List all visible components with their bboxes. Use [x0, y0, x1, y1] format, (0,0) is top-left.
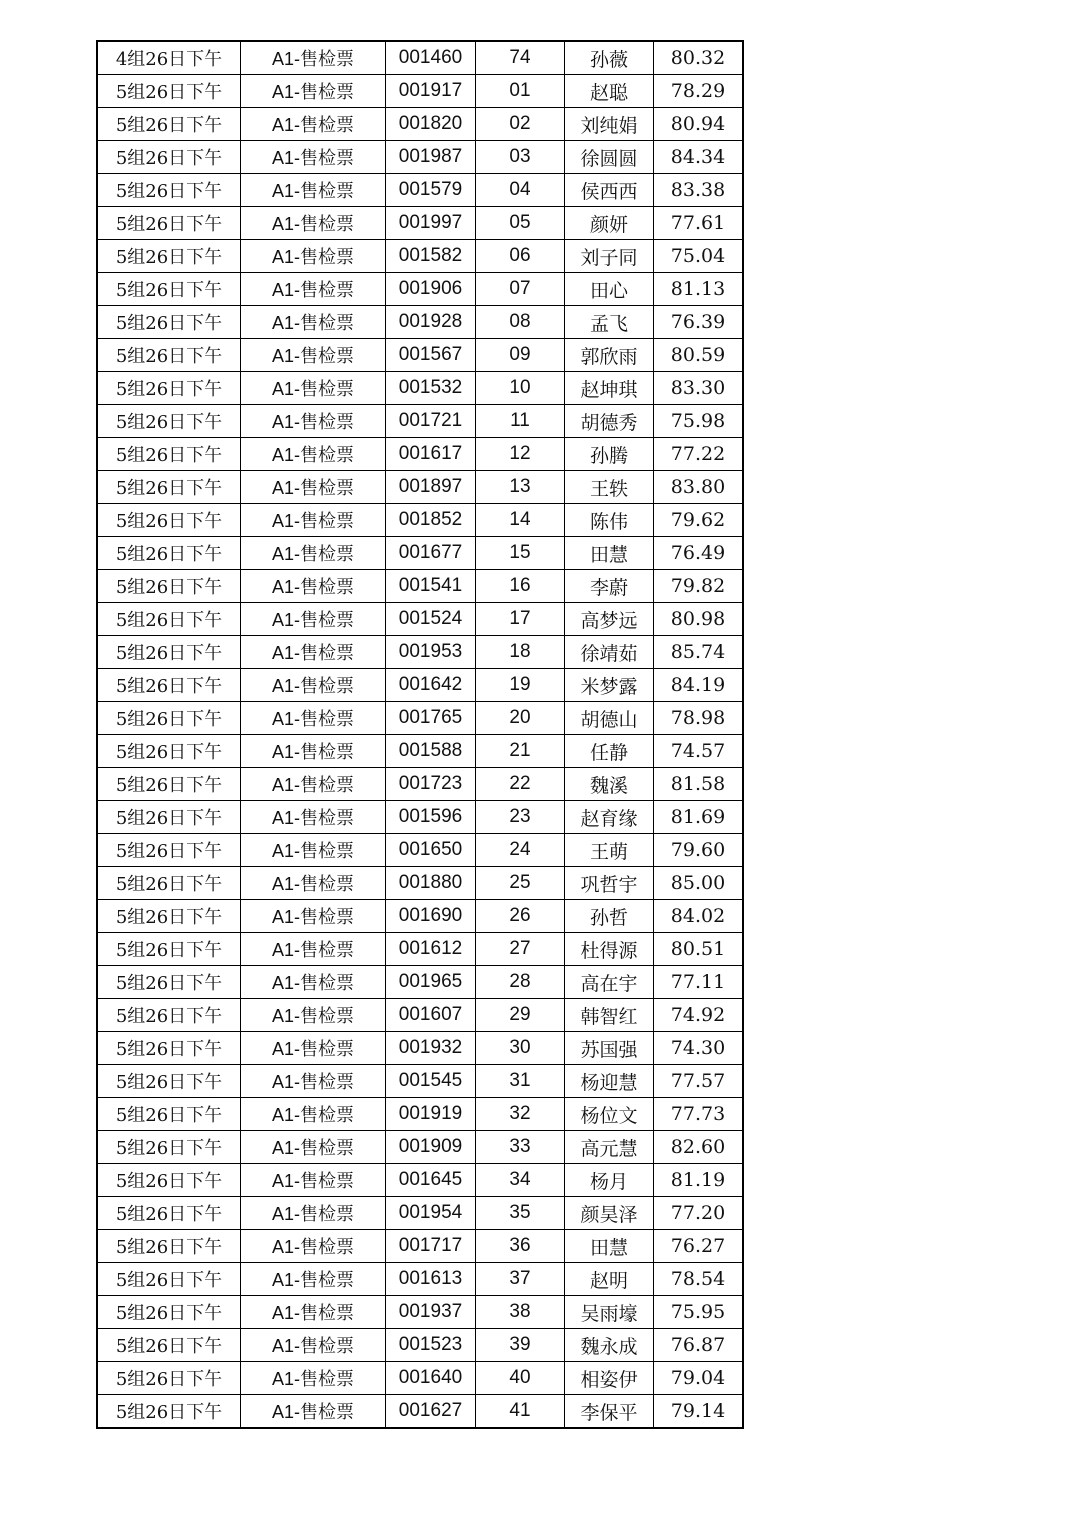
group-session-cell: 5组26日下午	[97, 537, 241, 570]
ticket-number-cell: 001997	[386, 207, 476, 240]
ticket-number-cell: 001953	[386, 636, 476, 669]
table-row	[97, 75, 743, 108]
table-row	[97, 933, 743, 966]
score-cell: 80.51	[654, 933, 744, 966]
seat-number-cell: 03	[476, 141, 565, 174]
ticket-number-cell: 001524	[386, 603, 476, 636]
score-cell: 74.57	[654, 735, 744, 768]
seat-number-cell: 16	[476, 570, 565, 603]
seat-number-cell: 74	[476, 41, 565, 75]
candidate-name-cell: 王轶	[565, 471, 654, 504]
position-cell: A1-售检票	[241, 1362, 386, 1395]
table-row	[97, 240, 743, 273]
table-row	[97, 537, 743, 570]
table-row	[97, 1230, 743, 1263]
seat-number-cell: 22	[476, 768, 565, 801]
score-cell: 76.27	[654, 1230, 744, 1263]
score-cell: 77.73	[654, 1098, 744, 1131]
group-session-cell: 5组26日下午	[97, 174, 241, 207]
ticket-number-cell: 001820	[386, 108, 476, 141]
score-cell: 78.29	[654, 75, 744, 108]
score-cell: 83.30	[654, 372, 744, 405]
group-session-cell: 5组26日下午	[97, 702, 241, 735]
seat-number-cell: 02	[476, 108, 565, 141]
seat-number-cell: 33	[476, 1131, 565, 1164]
candidate-name-cell: 杨位文	[565, 1098, 654, 1131]
position-cell: A1-售检票	[241, 1230, 386, 1263]
table-row	[97, 669, 743, 702]
group-session-cell: 5组26日下午	[97, 1065, 241, 1098]
table-row	[97, 273, 743, 306]
table-row	[97, 1329, 743, 1362]
candidate-name-cell: 田心	[565, 273, 654, 306]
group-session-cell: 5组26日下午	[97, 306, 241, 339]
ticket-number-cell: 001937	[386, 1296, 476, 1329]
candidate-name-cell: 相姿伊	[565, 1362, 654, 1395]
table-row	[97, 41, 743, 75]
ticket-number-cell: 001596	[386, 801, 476, 834]
score-cell: 79.82	[654, 570, 744, 603]
score-cell: 76.39	[654, 306, 744, 339]
table-row	[97, 702, 743, 735]
position-cell: A1-售检票	[241, 801, 386, 834]
seat-number-cell: 41	[476, 1395, 565, 1429]
group-session-cell: 5组26日下午	[97, 735, 241, 768]
candidate-name-cell: 高在宇	[565, 966, 654, 999]
position-cell: A1-售检票	[241, 867, 386, 900]
score-cell: 79.60	[654, 834, 744, 867]
seat-number-cell: 35	[476, 1197, 565, 1230]
position-cell: A1-售检票	[241, 141, 386, 174]
group-session-cell: 5组26日下午	[97, 1230, 241, 1263]
seat-number-cell: 06	[476, 240, 565, 273]
seat-number-cell: 14	[476, 504, 565, 537]
seat-number-cell: 05	[476, 207, 565, 240]
group-session-cell: 5组26日下午	[97, 999, 241, 1032]
ticket-number-cell: 001897	[386, 471, 476, 504]
table-row	[97, 504, 743, 537]
table-row	[97, 834, 743, 867]
candidate-name-cell: 米梦露	[565, 669, 654, 702]
score-cell: 85.00	[654, 867, 744, 900]
candidate-name-cell: 颜妍	[565, 207, 654, 240]
group-session-cell: 5组26日下午	[97, 1395, 241, 1429]
score-cell: 80.59	[654, 339, 744, 372]
ticket-number-cell: 001928	[386, 306, 476, 339]
position-cell: A1-售检票	[241, 1065, 386, 1098]
candidate-name-cell: 高梦远	[565, 603, 654, 636]
group-session-cell: 5组26日下午	[97, 471, 241, 504]
group-session-cell: 5组26日下午	[97, 1032, 241, 1065]
table-row	[97, 372, 743, 405]
group-session-cell: 5组26日下午	[97, 1131, 241, 1164]
ticket-number-cell: 001627	[386, 1395, 476, 1429]
seat-number-cell: 07	[476, 273, 565, 306]
ticket-number-cell: 001690	[386, 900, 476, 933]
candidate-name-cell: 韩智红	[565, 999, 654, 1032]
ticket-number-cell: 001965	[386, 966, 476, 999]
ticket-number-cell: 001579	[386, 174, 476, 207]
group-session-cell: 5组26日下午	[97, 636, 241, 669]
score-cell: 79.14	[654, 1395, 744, 1429]
candidate-name-cell: 赵育缘	[565, 801, 654, 834]
candidate-name-cell: 孙哲	[565, 900, 654, 933]
position-cell: A1-售检票	[241, 1329, 386, 1362]
seat-number-cell: 23	[476, 801, 565, 834]
score-cell: 77.20	[654, 1197, 744, 1230]
seat-number-cell: 25	[476, 867, 565, 900]
seat-number-cell: 37	[476, 1263, 565, 1296]
ticket-number-cell: 001909	[386, 1131, 476, 1164]
candidate-name-cell: 杨月	[565, 1164, 654, 1197]
ticket-number-cell: 001852	[386, 504, 476, 537]
seat-number-cell: 10	[476, 372, 565, 405]
position-cell: A1-售检票	[241, 933, 386, 966]
table-row	[97, 438, 743, 471]
seat-number-cell: 30	[476, 1032, 565, 1065]
group-session-cell: 5组26日下午	[97, 966, 241, 999]
table-row	[97, 1098, 743, 1131]
group-session-cell: 5组26日下午	[97, 504, 241, 537]
candidate-name-cell: 赵明	[565, 1263, 654, 1296]
table-row	[97, 1131, 743, 1164]
candidate-name-cell: 郭欣雨	[565, 339, 654, 372]
position-cell: A1-售检票	[241, 603, 386, 636]
table-row	[97, 471, 743, 504]
table-row	[97, 1197, 743, 1230]
table-row	[97, 1263, 743, 1296]
score-cell: 82.60	[654, 1131, 744, 1164]
group-session-cell: 5组26日下午	[97, 1197, 241, 1230]
position-cell: A1-售检票	[241, 999, 386, 1032]
table-row	[97, 1065, 743, 1098]
group-session-cell: 5组26日下午	[97, 933, 241, 966]
ticket-number-cell: 001613	[386, 1263, 476, 1296]
candidate-name-cell: 巩哲宇	[565, 867, 654, 900]
ticket-number-cell: 001717	[386, 1230, 476, 1263]
position-cell: A1-售检票	[241, 1164, 386, 1197]
score-cell: 81.58	[654, 768, 744, 801]
candidate-name-cell: 徐靖茹	[565, 636, 654, 669]
seat-number-cell: 20	[476, 702, 565, 735]
group-session-cell: 5组26日下午	[97, 108, 241, 141]
seat-number-cell: 01	[476, 75, 565, 108]
score-cell: 79.62	[654, 504, 744, 537]
position-cell: A1-售检票	[241, 273, 386, 306]
position-cell: A1-售检票	[241, 570, 386, 603]
candidate-name-cell: 李保平	[565, 1395, 654, 1429]
seat-number-cell: 19	[476, 669, 565, 702]
ticket-number-cell: 001765	[386, 702, 476, 735]
position-cell: A1-售检票	[241, 108, 386, 141]
position-cell: A1-售检票	[241, 1395, 386, 1429]
score-cell: 81.13	[654, 273, 744, 306]
ticket-number-cell: 001650	[386, 834, 476, 867]
group-session-cell: 5组26日下午	[97, 834, 241, 867]
candidate-name-cell: 王萌	[565, 834, 654, 867]
ticket-number-cell: 001645	[386, 1164, 476, 1197]
position-cell: A1-售检票	[241, 339, 386, 372]
table-row	[97, 570, 743, 603]
group-session-cell: 5组26日下午	[97, 867, 241, 900]
ticket-number-cell: 001612	[386, 933, 476, 966]
seat-number-cell: 31	[476, 1065, 565, 1098]
table-row	[97, 735, 743, 768]
seat-number-cell: 12	[476, 438, 565, 471]
seat-number-cell: 17	[476, 603, 565, 636]
score-cell: 85.74	[654, 636, 744, 669]
seat-number-cell: 34	[476, 1164, 565, 1197]
score-cell: 81.19	[654, 1164, 744, 1197]
table-row	[97, 174, 743, 207]
position-cell: A1-售检票	[241, 900, 386, 933]
ticket-number-cell: 001532	[386, 372, 476, 405]
position-cell: A1-售检票	[241, 636, 386, 669]
group-session-cell: 5组26日下午	[97, 405, 241, 438]
group-session-cell: 4组26日下午	[97, 41, 241, 75]
score-cell: 77.61	[654, 207, 744, 240]
seat-number-cell: 24	[476, 834, 565, 867]
ticket-number-cell: 001917	[386, 75, 476, 108]
table-row	[97, 1296, 743, 1329]
position-cell: A1-售检票	[241, 1131, 386, 1164]
table-row	[97, 768, 743, 801]
seat-number-cell: 26	[476, 900, 565, 933]
score-cell: 84.34	[654, 141, 744, 174]
seat-number-cell: 28	[476, 966, 565, 999]
score-cell: 78.54	[654, 1263, 744, 1296]
seat-number-cell: 38	[476, 1296, 565, 1329]
ticket-number-cell: 001545	[386, 1065, 476, 1098]
seat-number-cell: 09	[476, 339, 565, 372]
candidate-name-cell: 吴雨壕	[565, 1296, 654, 1329]
ticket-number-cell: 001582	[386, 240, 476, 273]
candidate-name-cell: 田慧	[565, 1230, 654, 1263]
seat-number-cell: 40	[476, 1362, 565, 1395]
candidate-name-cell: 孙腾	[565, 438, 654, 471]
table-row	[97, 1362, 743, 1395]
group-session-cell: 5组26日下午	[97, 768, 241, 801]
score-cell: 77.11	[654, 966, 744, 999]
position-cell: A1-售检票	[241, 834, 386, 867]
position-cell: A1-售检票	[241, 1098, 386, 1131]
table-row	[97, 1032, 743, 1065]
position-cell: A1-售检票	[241, 1032, 386, 1065]
score-cell: 81.69	[654, 801, 744, 834]
group-session-cell: 5组26日下午	[97, 339, 241, 372]
candidate-name-cell: 田慧	[565, 537, 654, 570]
position-cell: A1-售检票	[241, 41, 386, 75]
score-cell: 80.32	[654, 41, 744, 75]
score-cell: 84.02	[654, 900, 744, 933]
candidate-name-cell: 孟飞	[565, 306, 654, 339]
position-cell: A1-售检票	[241, 1263, 386, 1296]
score-cell: 75.98	[654, 405, 744, 438]
ticket-number-cell: 001523	[386, 1329, 476, 1362]
position-cell: A1-售检票	[241, 438, 386, 471]
candidate-name-cell: 胡德秀	[565, 405, 654, 438]
ticket-number-cell: 001723	[386, 768, 476, 801]
candidate-name-cell: 杜得源	[565, 933, 654, 966]
score-cell: 78.98	[654, 702, 744, 735]
ticket-number-cell: 001607	[386, 999, 476, 1032]
table-row	[97, 867, 743, 900]
seat-number-cell: 27	[476, 933, 565, 966]
group-session-cell: 5组26日下午	[97, 1098, 241, 1131]
table-row	[97, 405, 743, 438]
candidate-name-cell: 赵坤琪	[565, 372, 654, 405]
ticket-number-cell: 001721	[386, 405, 476, 438]
ticket-number-cell: 001541	[386, 570, 476, 603]
position-cell: A1-售检票	[241, 1197, 386, 1230]
score-cell: 76.49	[654, 537, 744, 570]
position-cell: A1-售检票	[241, 75, 386, 108]
ticket-number-cell: 001640	[386, 1362, 476, 1395]
candidate-name-cell: 苏国强	[565, 1032, 654, 1065]
ticket-number-cell: 001642	[386, 669, 476, 702]
position-cell: A1-售检票	[241, 735, 386, 768]
table-row	[97, 966, 743, 999]
position-cell: A1-售检票	[241, 207, 386, 240]
position-cell: A1-售检票	[241, 966, 386, 999]
position-cell: A1-售检票	[241, 537, 386, 570]
seat-number-cell: 32	[476, 1098, 565, 1131]
seat-number-cell: 29	[476, 999, 565, 1032]
score-cell: 74.30	[654, 1032, 744, 1065]
position-cell: A1-售检票	[241, 1296, 386, 1329]
table-row	[97, 141, 743, 174]
position-cell: A1-售检票	[241, 306, 386, 339]
ticket-number-cell: 001932	[386, 1032, 476, 1065]
ticket-number-cell: 001567	[386, 339, 476, 372]
table-row	[97, 339, 743, 372]
score-cell: 83.80	[654, 471, 744, 504]
position-cell: A1-售检票	[241, 471, 386, 504]
score-cell: 80.94	[654, 108, 744, 141]
group-session-cell: 5组26日下午	[97, 438, 241, 471]
ticket-number-cell: 001906	[386, 273, 476, 306]
position-cell: A1-售检票	[241, 504, 386, 537]
candidate-name-cell: 孙薇	[565, 41, 654, 75]
score-cell: 74.92	[654, 999, 744, 1032]
score-cell: 76.87	[654, 1329, 744, 1362]
seat-number-cell: 18	[476, 636, 565, 669]
candidate-name-cell: 任静	[565, 735, 654, 768]
candidate-name-cell: 刘子同	[565, 240, 654, 273]
score-cell: 75.04	[654, 240, 744, 273]
candidate-name-cell: 李蔚	[565, 570, 654, 603]
position-cell: A1-售检票	[241, 405, 386, 438]
table-row	[97, 108, 743, 141]
position-cell: A1-售检票	[241, 702, 386, 735]
candidate-name-cell: 徐圆圆	[565, 141, 654, 174]
score-cell: 77.22	[654, 438, 744, 471]
ticket-number-cell: 001677	[386, 537, 476, 570]
position-cell: A1-售检票	[241, 768, 386, 801]
group-session-cell: 5组26日下午	[97, 669, 241, 702]
group-session-cell: 5组26日下午	[97, 900, 241, 933]
position-cell: A1-售检票	[241, 174, 386, 207]
group-session-cell: 5组26日下午	[97, 1164, 241, 1197]
candidate-name-cell: 侯西西	[565, 174, 654, 207]
ticket-number-cell: 001588	[386, 735, 476, 768]
score-cell: 84.19	[654, 669, 744, 702]
candidate-name-cell: 颜昊泽	[565, 1197, 654, 1230]
score-cell: 75.95	[654, 1296, 744, 1329]
table-row	[97, 900, 743, 933]
table-row	[97, 207, 743, 240]
group-session-cell: 5组26日下午	[97, 75, 241, 108]
position-cell: A1-售检票	[241, 372, 386, 405]
candidate-name-cell: 胡德山	[565, 702, 654, 735]
table-row	[97, 1395, 743, 1429]
group-session-cell: 5组26日下午	[97, 1362, 241, 1395]
score-table-body	[97, 41, 743, 1428]
score-cell: 79.04	[654, 1362, 744, 1395]
seat-number-cell: 04	[476, 174, 565, 207]
table-row	[97, 636, 743, 669]
group-session-cell: 5组26日下午	[97, 801, 241, 834]
group-session-cell: 5组26日下午	[97, 141, 241, 174]
score-cell: 80.98	[654, 603, 744, 636]
candidate-name-cell: 杨迎慧	[565, 1065, 654, 1098]
candidate-name-cell: 魏永成	[565, 1329, 654, 1362]
candidate-name-cell: 赵聪	[565, 75, 654, 108]
seat-number-cell: 39	[476, 1329, 565, 1362]
group-session-cell: 5组26日下午	[97, 240, 241, 273]
ticket-number-cell: 001617	[386, 438, 476, 471]
seat-number-cell: 11	[476, 405, 565, 438]
candidate-name-cell: 刘纯娟	[565, 108, 654, 141]
group-session-cell: 5组26日下午	[97, 273, 241, 306]
seat-number-cell: 13	[476, 471, 565, 504]
ticket-number-cell: 001880	[386, 867, 476, 900]
group-session-cell: 5组26日下午	[97, 603, 241, 636]
score-table	[96, 40, 744, 1429]
position-cell: A1-售检票	[241, 240, 386, 273]
seat-number-cell: 08	[476, 306, 565, 339]
position-cell: A1-售检票	[241, 669, 386, 702]
group-session-cell: 5组26日下午	[97, 207, 241, 240]
table-row	[97, 603, 743, 636]
seat-number-cell: 15	[476, 537, 565, 570]
seat-number-cell: 21	[476, 735, 565, 768]
table-row	[97, 999, 743, 1032]
candidate-name-cell: 陈伟	[565, 504, 654, 537]
score-cell: 83.38	[654, 174, 744, 207]
ticket-number-cell: 001460	[386, 41, 476, 75]
group-session-cell: 5组26日下午	[97, 1329, 241, 1362]
ticket-number-cell: 001954	[386, 1197, 476, 1230]
candidate-name-cell: 魏溪	[565, 768, 654, 801]
table-row	[97, 1164, 743, 1197]
group-session-cell: 5组26日下午	[97, 372, 241, 405]
table-row	[97, 306, 743, 339]
candidate-name-cell: 高元慧	[565, 1131, 654, 1164]
seat-number-cell: 36	[476, 1230, 565, 1263]
group-session-cell: 5组26日下午	[97, 1263, 241, 1296]
ticket-number-cell: 001987	[386, 141, 476, 174]
table-row	[97, 801, 743, 834]
ticket-number-cell: 001919	[386, 1098, 476, 1131]
score-cell: 77.57	[654, 1065, 744, 1098]
group-session-cell: 5组26日下午	[97, 570, 241, 603]
group-session-cell: 5组26日下午	[97, 1296, 241, 1329]
